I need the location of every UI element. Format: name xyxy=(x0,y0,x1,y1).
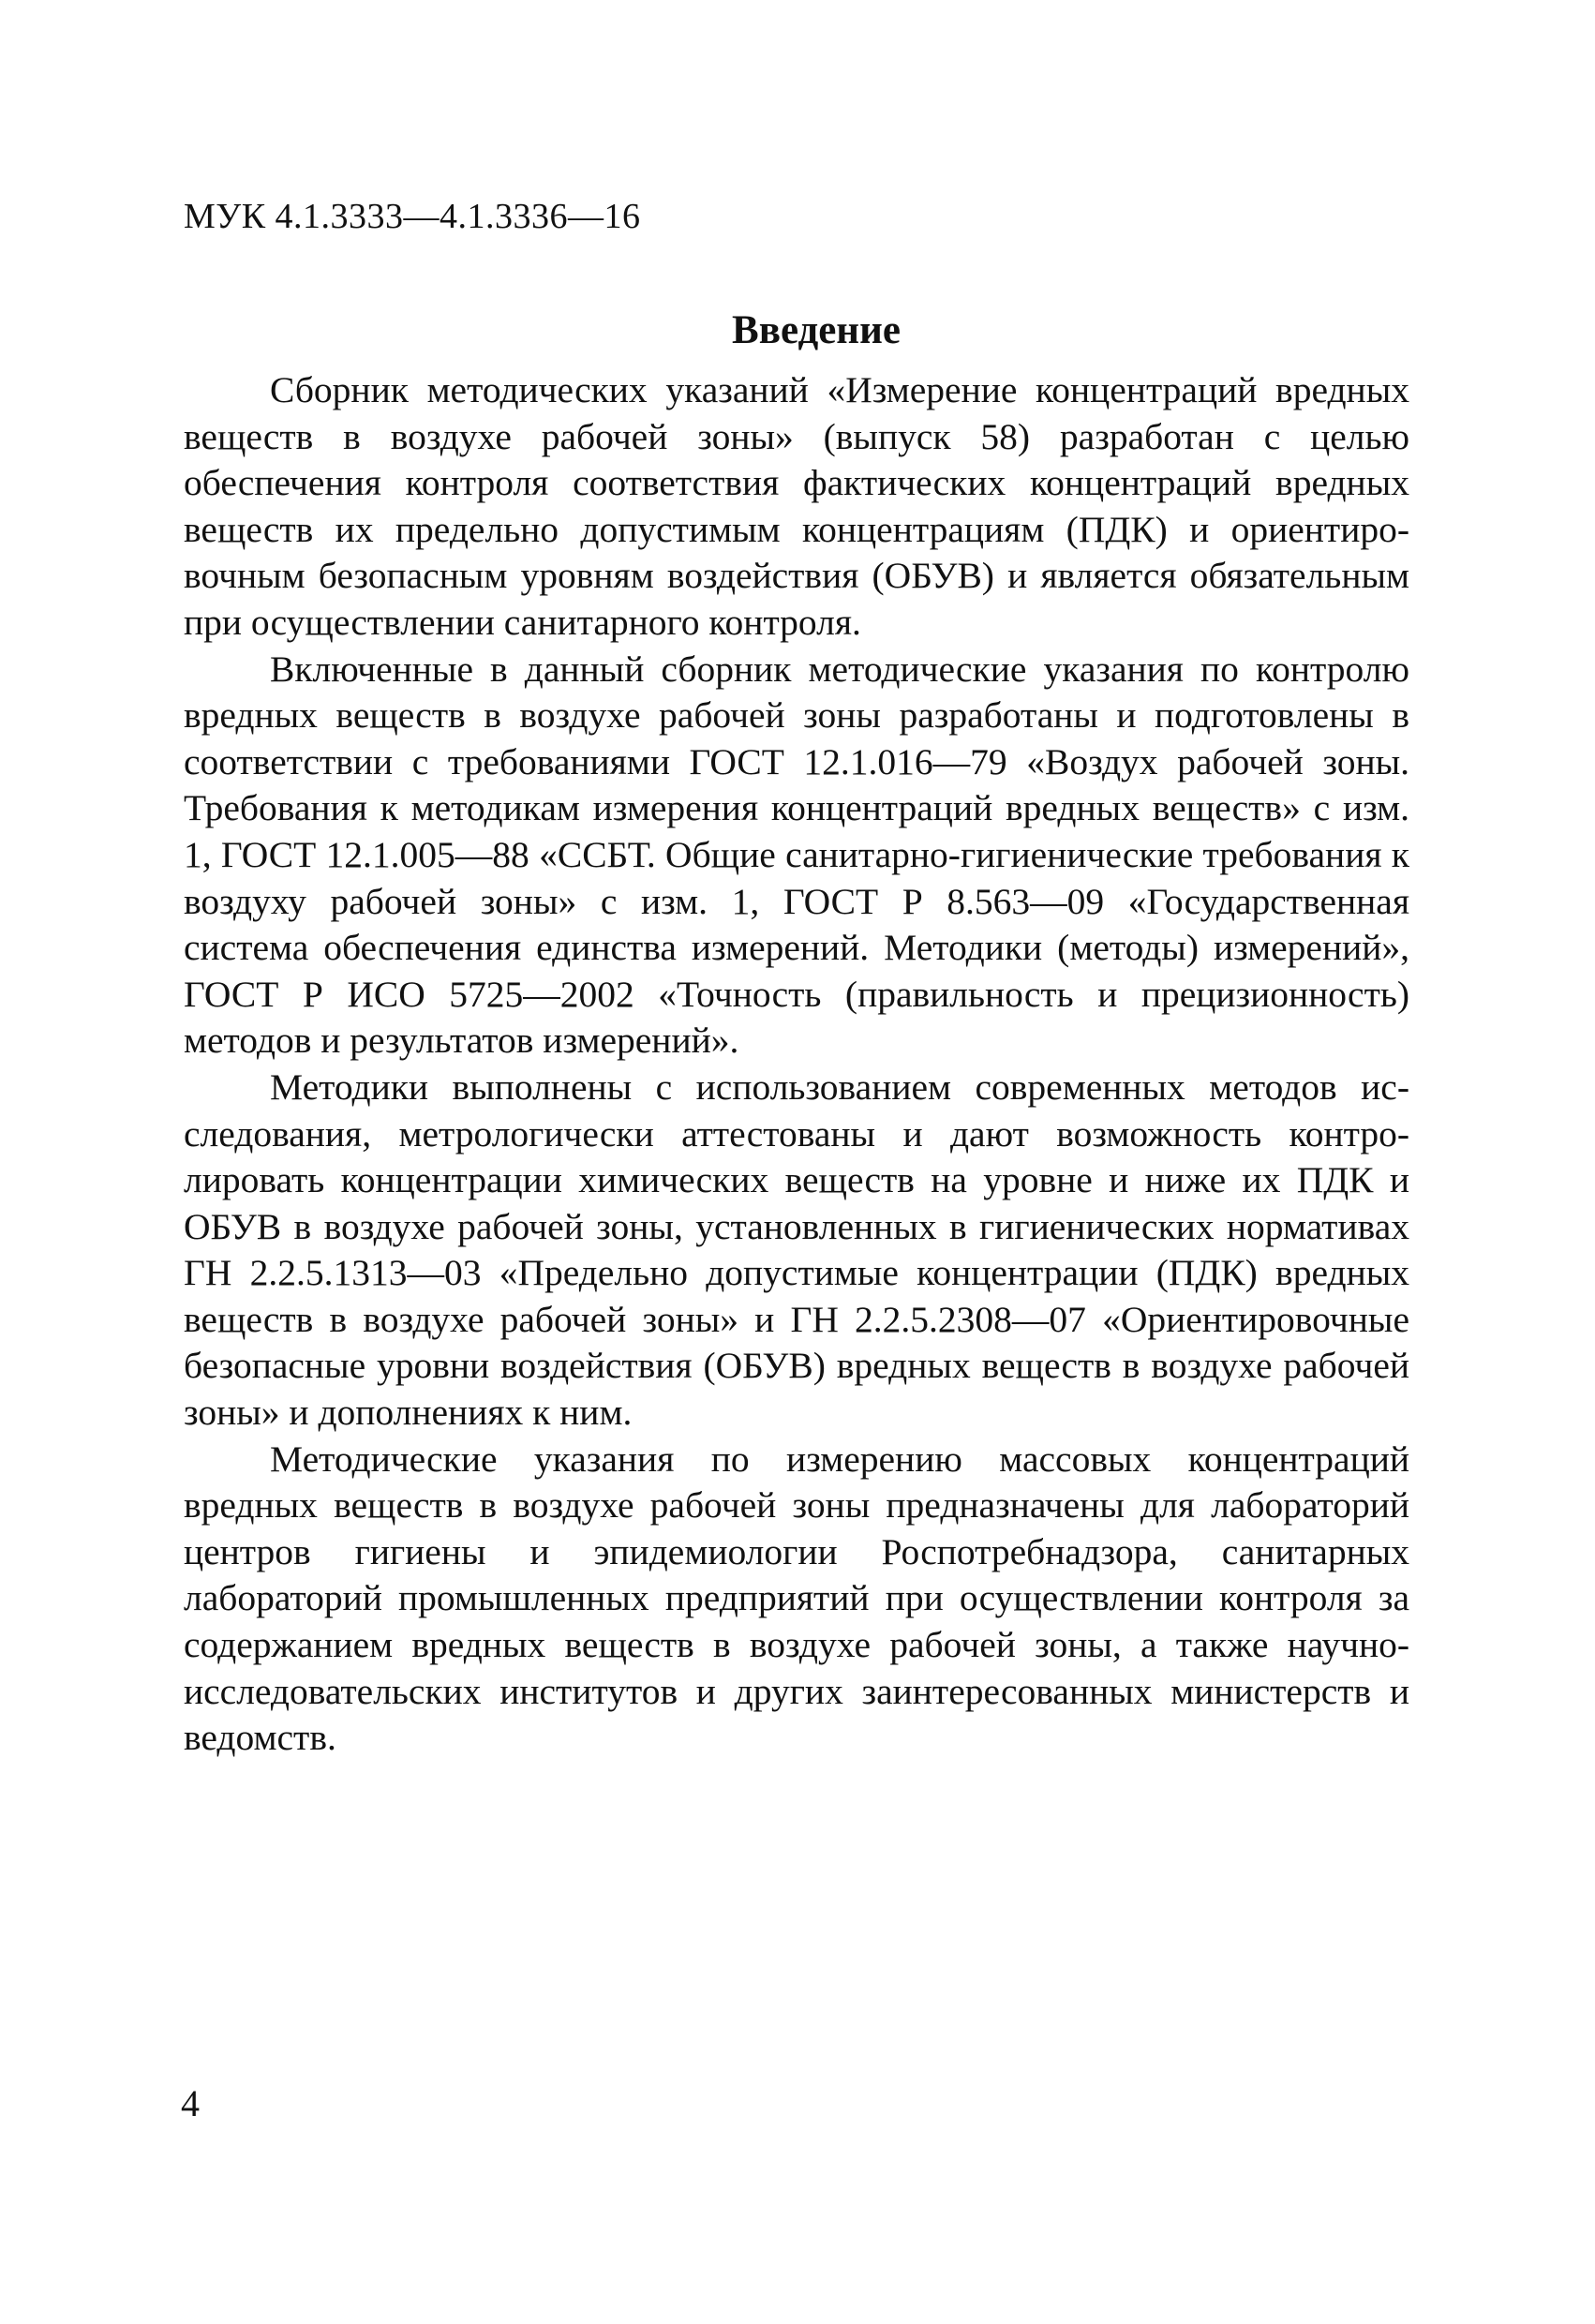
document-code-header: МУК 4.1.3333—4.1.3336—16 xyxy=(184,197,641,236)
paragraph-4: Методические указания по измерению массовых концентраций вредных веществ в воздухе рабочей зоны предназначены для лабораторий центров гигиены и эпидемиологии Роспотребнадзора, санитарных лабораторий промышленных предприятий при осуществлении контроля за содержанием вредных веществ в воздухе рабочей зоны, а также научно-исследовательских институтов и других заинтересованных министерств и ведомств. xyxy=(184,1438,1409,1759)
paragraph-2: Включенные в данный сборник методические указания по контролю вредных веществ в воздухе рабочей зоны разработаны и подготовлены в соответствии с требованиями ГОСТ 12.1.016—79 «Воздух рабочей зоны. Требования к методикам измерения концентраций вредных веществ» с изм. 1, ГОСТ 12.1.005—88 «ССБТ. Общие санитарно-гигиенические требования к воздуху рабочей зоны» с изм. 1, ГОСТ Р 8.563—09 «Государственная система обеспечения единства измерений. Методики (методы) измерений», ГОСТ Р ИСО 5725—2002 «Точность (правильность и прецизионность) методов и результатов измерений». xyxy=(184,648,1409,1062)
body-text xyxy=(184,367,1409,1762)
paragraph-3: Методики выполнены с использованием современных методов исследования, метрологически аттестованы и дают возможность контролировать концентрации химических веществ на уровне и ниже их ПДК и ОБУВ в воздухе рабочей зоны, установленных в гигиенических нормативах ГН 2.2.5.1313—03 «Предельно допустимые концентрации (ПДК) вредных веществ в воздухе рабочей зоны» и ГН 2.2.5.2308—07 «Ориентировочные безопасные уровни воздействия (ОБУВ) вредных веществ в воздухе рабочей зоны» и дополнениях к ним. xyxy=(184,1065,1409,1434)
paragraph-1: Сборник методических указаний «Измерение концентраций вредных веществ в воздухе рабочей зоны» (выпуск 58) разработан с целью обеспечения контроля соответствия фактических концентраций вредных веществ их предельно допустимым концентрациям (ПДК) и ориентировочным безопасным уровням воздействия (ОБУВ) и является обязательным при осуществлении санитарного контроля. xyxy=(184,369,1409,643)
page-number: 4 xyxy=(181,2082,200,2124)
section-title: Введение xyxy=(732,308,901,352)
